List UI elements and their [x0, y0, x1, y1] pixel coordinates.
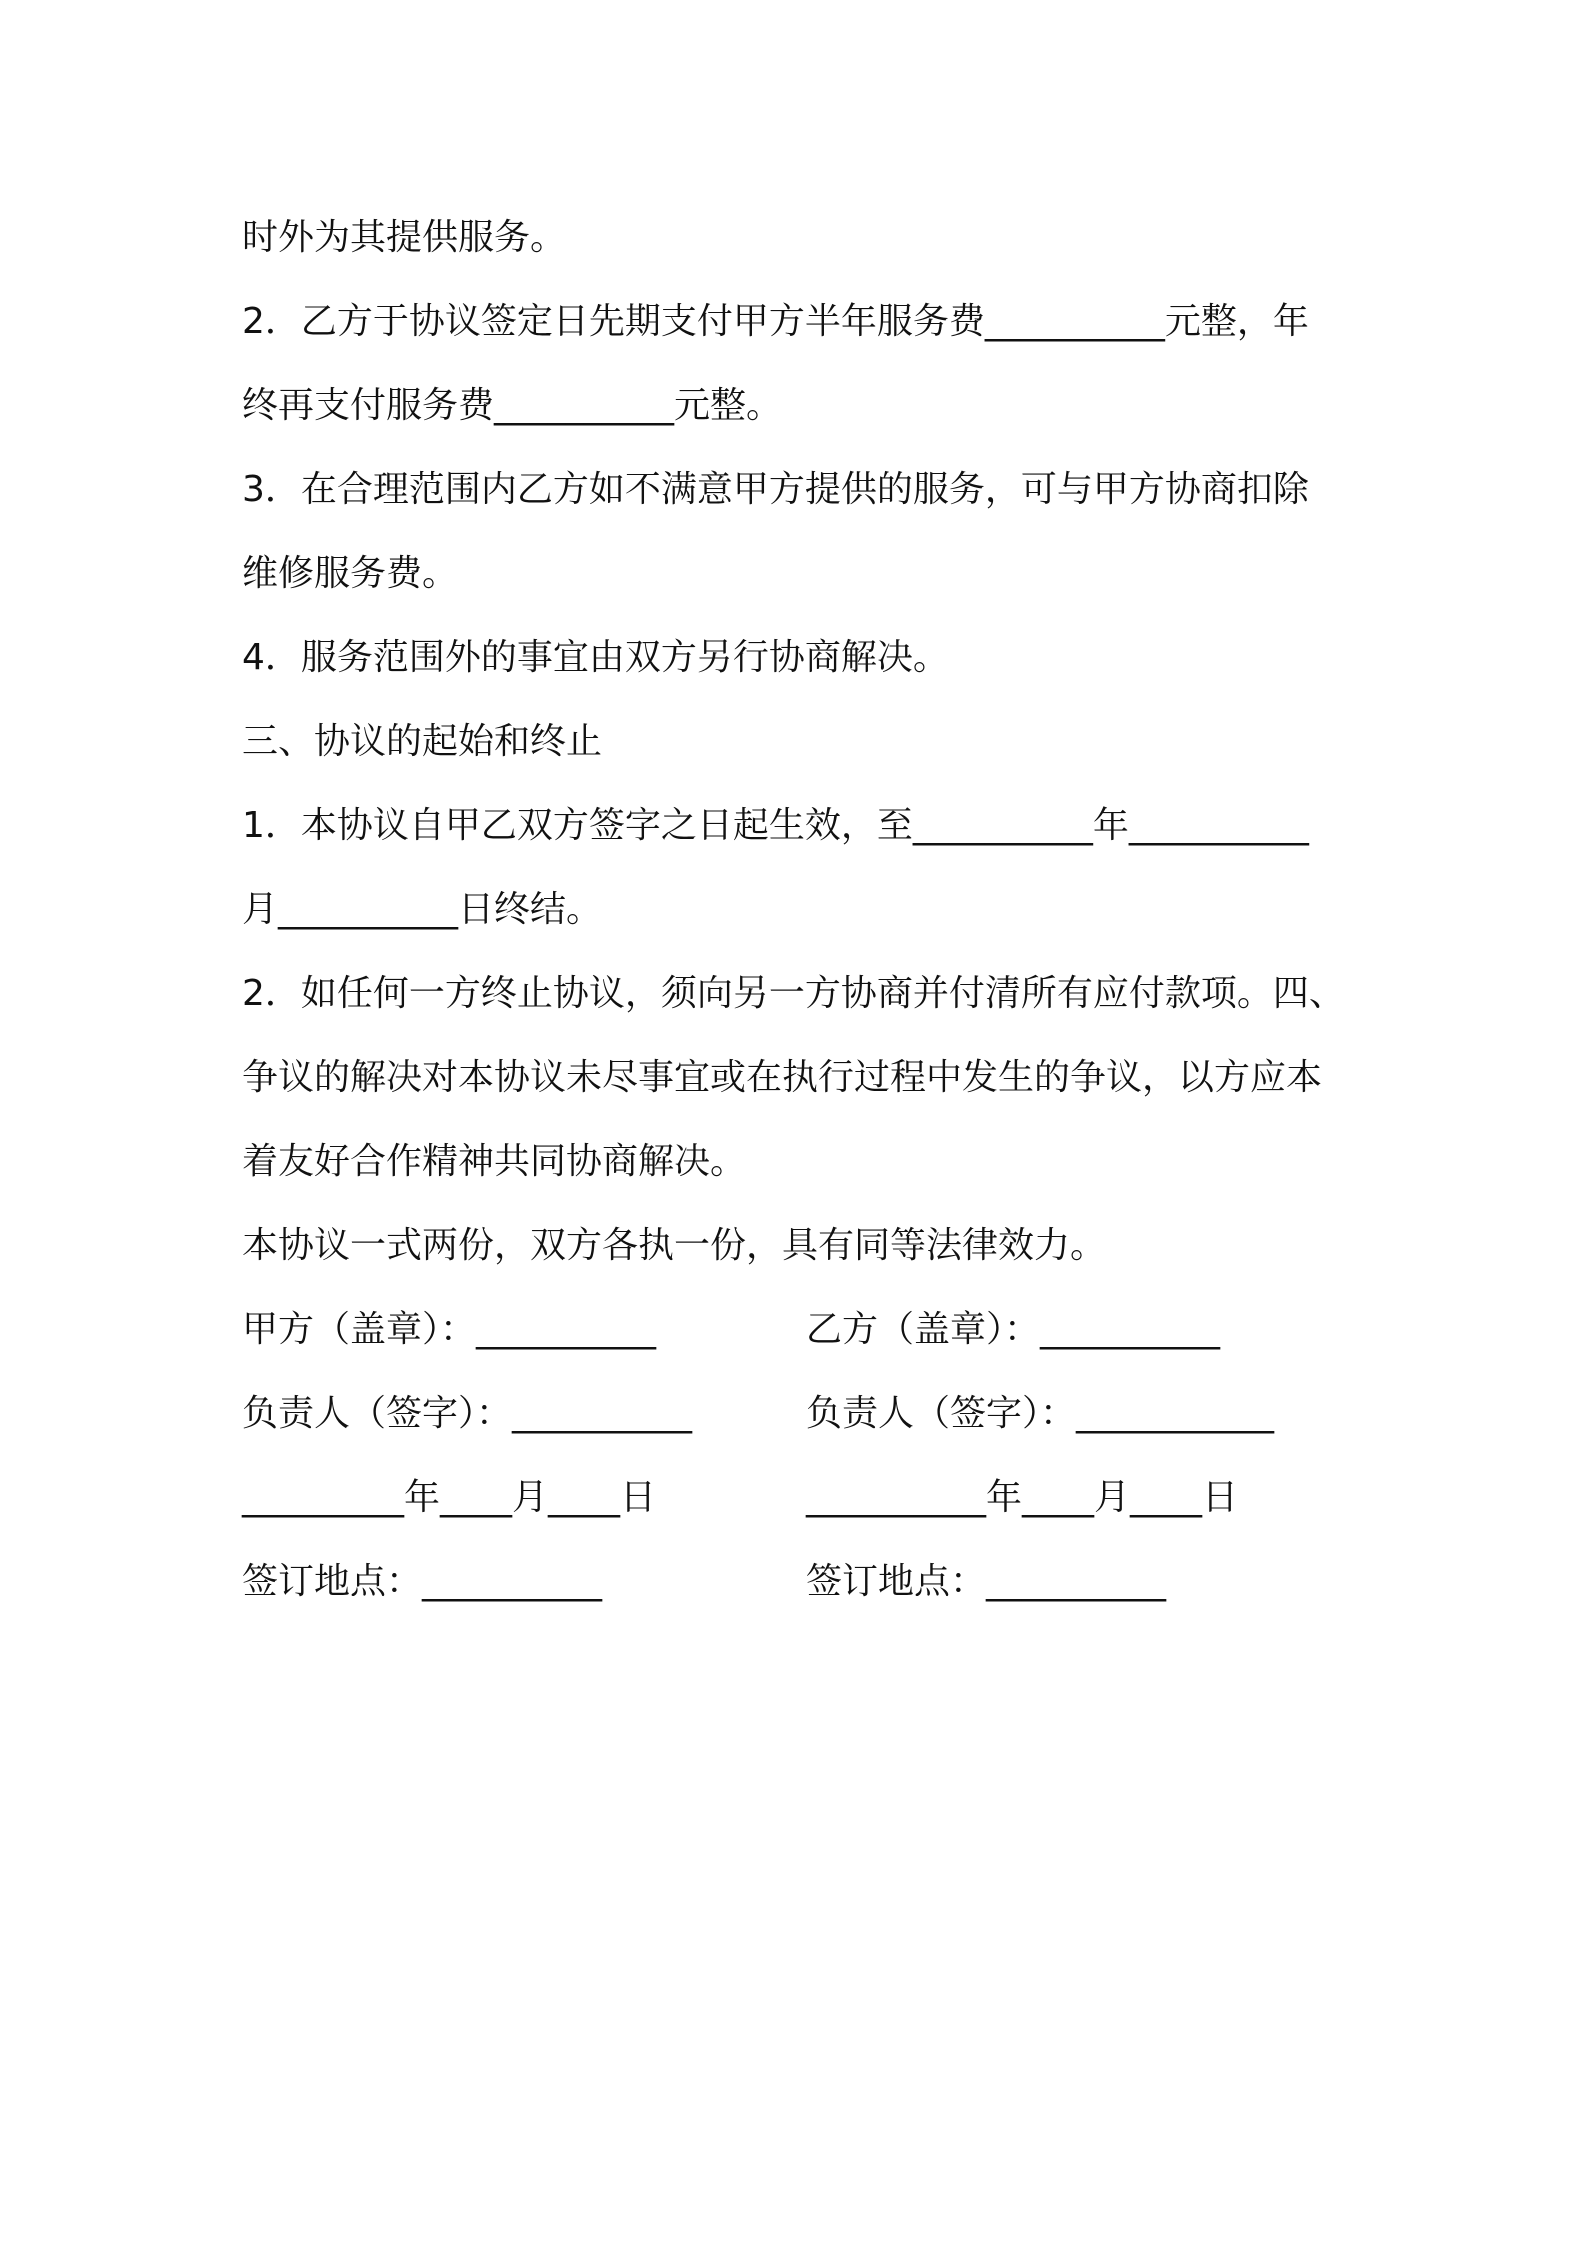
party-b-date: __________年____月____日: [806, 1477, 1238, 1518]
paragraph-line: 本协议一式两份，双方各执一份，具有同等法律效力。: [242, 1225, 1107, 1266]
signature-seal-row: [242, 1288, 1362, 1372]
party-a-place: 签订地点：__________: [242, 1561, 603, 1602]
party-a-person: 负责人（签字）：__________: [242, 1393, 693, 1434]
signature-person-row: [242, 1372, 1362, 1456]
document-body: [242, 196, 1362, 1624]
paragraph-line: 2．乙方于协议签定日先期支付甲方半年服务费__________元整，年: [242, 301, 1309, 342]
party-a-seal: 甲方（盖章）：__________: [242, 1309, 657, 1350]
paragraph-line: 3．在合理范围内乙方如不满意甲方提供的服务，可与甲方协商扣除: [242, 469, 1309, 510]
signature-place-row: [242, 1540, 1362, 1624]
signature-date-row: [242, 1456, 1362, 1540]
paragraph-line: 4．服务范围外的事宜由双方另行协商解决。: [242, 637, 949, 678]
section-heading: 三、协议的起始和终止: [242, 721, 603, 762]
party-b-person: 负责人（签字）：___________: [806, 1393, 1275, 1434]
paragraph-line: 维修服务费。: [242, 553, 459, 594]
paragraph-line: 终再支付服务费__________元整。: [242, 385, 783, 426]
paragraph-line: 争议的解决对本协议未尽事宜或在执行过程中发生的争议，以方应本: [242, 1057, 1323, 1098]
party-a-date: _________年____月____日: [242, 1477, 656, 1518]
paragraph-line: 着友好合作精神共同协商解决。: [242, 1141, 747, 1182]
paragraph-line: 1．本协议自甲乙双方签字之日起生效，至__________年__________: [242, 805, 1309, 846]
party-b-seal: 乙方（盖章）：__________: [806, 1309, 1221, 1350]
paragraph-line: 月__________日终结。: [242, 889, 603, 930]
paragraph-line: 2．如任何一方终止协议，须向另一方协商并付清所有应付款项。四、: [242, 973, 1345, 1014]
party-b-place: 签订地点：__________: [806, 1561, 1167, 1602]
paragraph-line: 时外为其提供服务。: [242, 217, 567, 258]
